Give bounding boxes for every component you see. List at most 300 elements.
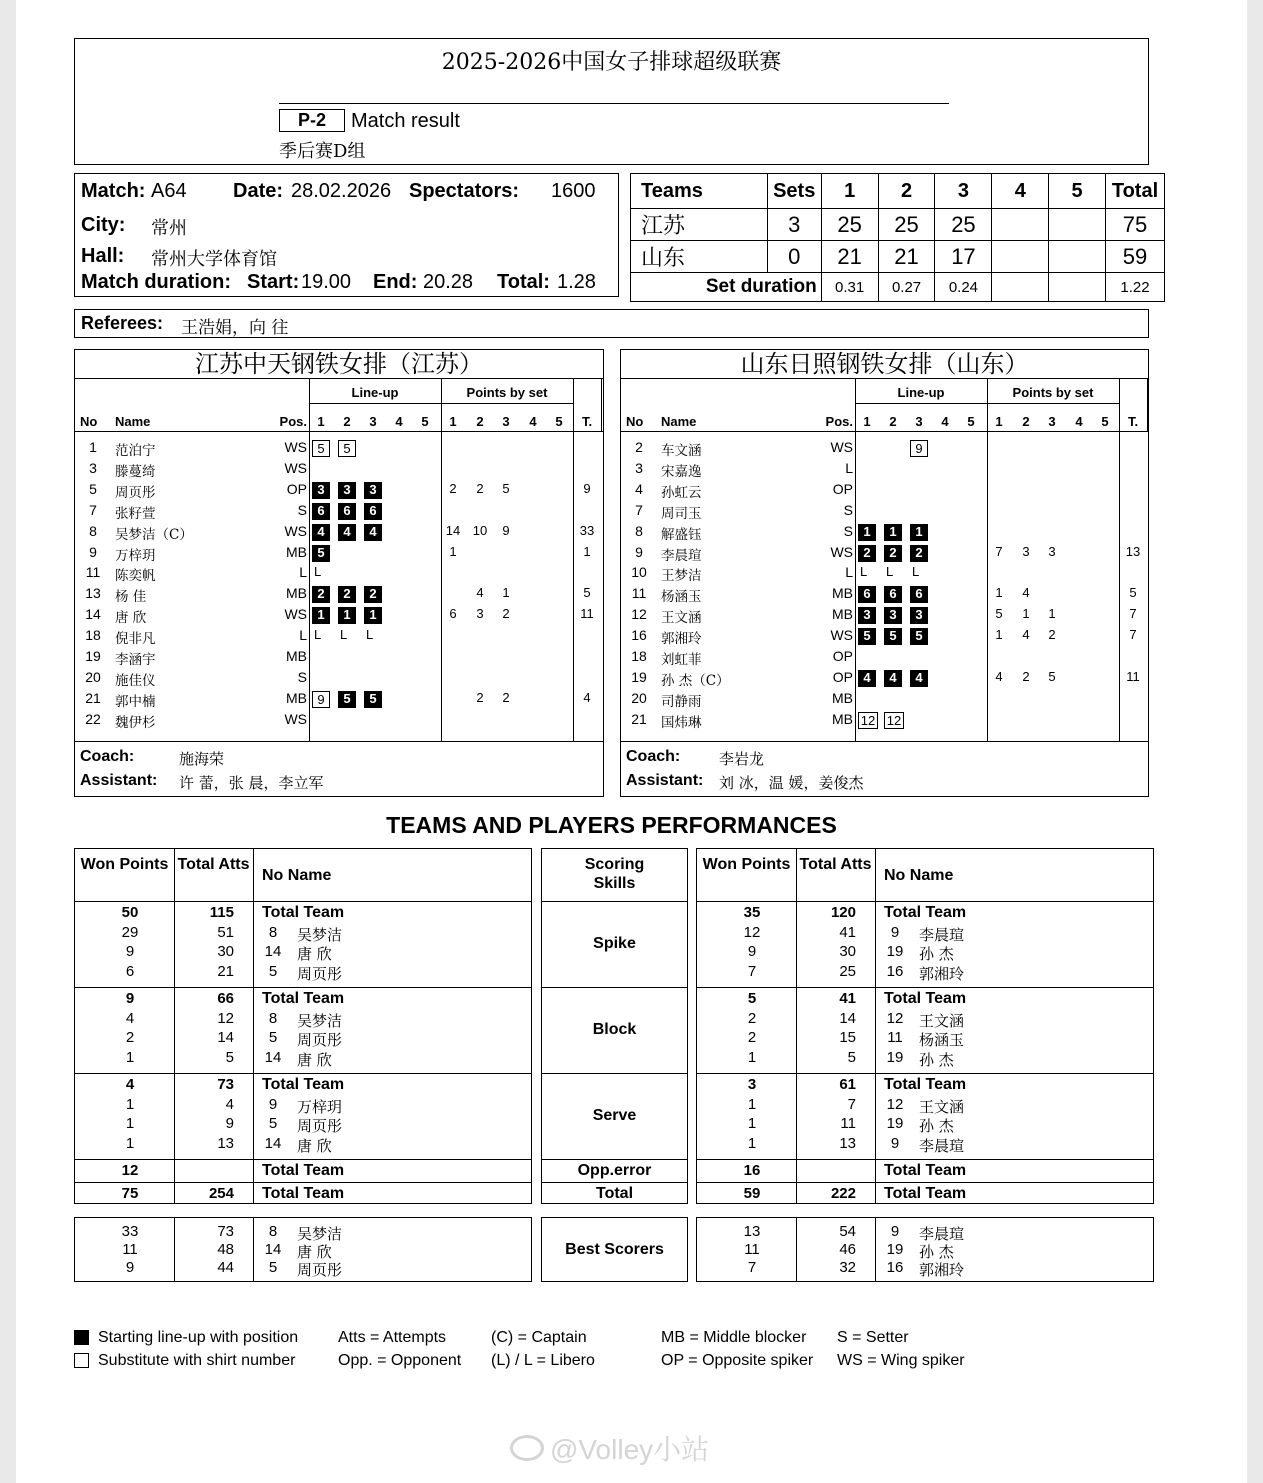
- player-number: 5: [268, 1115, 278, 1132]
- player-row: [621, 564, 1148, 584]
- points-set-cell: 2: [449, 480, 457, 496]
- empty-square-icon: [74, 1353, 89, 1368]
- skill-label: Serve: [592, 1107, 637, 1124]
- points-total-cell: 13: [1125, 543, 1141, 559]
- results-score-cell: 25: [935, 209, 992, 241]
- lineup-substitute-box: 12: [884, 712, 904, 729]
- spectators-value: 1600: [551, 180, 596, 202]
- lineup-starting-box: 4: [884, 670, 902, 687]
- player-name: 唐 欣: [297, 1050, 332, 1069]
- scoring-skills-column: [541, 848, 688, 1204]
- points-set-header: 4: [529, 414, 537, 429]
- won-points-cell: 75: [121, 1185, 139, 1202]
- results-header-cell: Total: [1106, 174, 1165, 209]
- score-sheet: [16, 0, 1247, 1483]
- player-number: 4: [635, 480, 643, 497]
- lineup-starting-box: 2: [338, 586, 356, 603]
- won-points-cell: 1: [125, 1048, 135, 1066]
- won-points-cell: 12: [743, 923, 761, 941]
- lineup-substitute-box: 12: [858, 712, 878, 729]
- skill-label: Spike: [593, 935, 636, 952]
- lineup-starting-box: 4: [312, 524, 330, 541]
- results-header-cell: 3: [935, 174, 992, 209]
- player-row: [75, 606, 603, 626]
- player-number: 12: [886, 1009, 904, 1027]
- row-divider: [75, 1182, 531, 1183]
- lineup-starting-box: 1: [858, 524, 876, 541]
- total-atts-cell: 13: [217, 1134, 234, 1152]
- lineup-substitute-box: 5: [338, 440, 356, 457]
- won-points-cell: 29: [121, 923, 139, 941]
- player-number: 7: [635, 501, 643, 518]
- lineup-substitute-box: 9: [910, 440, 928, 457]
- set-duration-row: [631, 273, 1165, 302]
- total-team-label: Total Team: [262, 904, 345, 921]
- total-atts-cell: 4: [225, 1095, 234, 1113]
- lineup-starting-box: 4: [858, 670, 876, 687]
- best-scorers-label: Best Scorers: [565, 1241, 664, 1258]
- results-header-cell: 4: [992, 174, 1049, 209]
- points-total-cell: 11: [1126, 668, 1140, 684]
- player-number: 11: [631, 585, 647, 602]
- lineup-starting-box: 2: [312, 586, 330, 603]
- player-position: L: [845, 564, 853, 581]
- player-number: 8: [635, 522, 643, 539]
- lineup-set-header: 3: [915, 414, 923, 429]
- won-points-cell: 50: [121, 904, 139, 921]
- lineup-starting-box: 5: [364, 691, 382, 708]
- player-number: 16: [886, 962, 904, 980]
- points-set-cell: 2: [1048, 627, 1056, 643]
- header-underline: [621, 431, 1148, 432]
- points-set-cell: 4: [1022, 585, 1030, 601]
- player-name: 陈奕帆: [115, 568, 156, 585]
- start-value: 19.00: [301, 271, 352, 293]
- player-name: 李晨瑄: [919, 1225, 965, 1243]
- results-team-row: [631, 209, 1165, 241]
- player-name: 范泊宁: [115, 443, 156, 459]
- name-header: Name: [661, 414, 697, 429]
- points-set-cell: 3: [1022, 543, 1030, 559]
- player-name: 孙 杰: [919, 1243, 954, 1261]
- won-points-cell: 33: [121, 1223, 139, 1240]
- total-atts-cell: 5: [847, 1048, 856, 1066]
- pos-header: Pos.: [279, 414, 307, 429]
- legend-s: S = Setter: [837, 1329, 909, 1346]
- points-set-header: 5: [555, 414, 563, 429]
- lineup-starting-box: 5: [884, 628, 902, 645]
- player-number: 9: [635, 543, 643, 560]
- player-name: 吴梦洁: [297, 925, 343, 944]
- player-row: [621, 544, 1148, 564]
- results-score-cell: [992, 241, 1049, 273]
- results-team-name: 山东: [631, 241, 768, 273]
- player-name: 唐 欣: [297, 945, 332, 963]
- team-title: 山东日照钢铁女排（山东）: [621, 350, 1148, 379]
- lineup-libero: L: [314, 564, 322, 580]
- player-row: [75, 711, 603, 731]
- player-number: 16: [886, 1259, 904, 1276]
- player-number: 19: [886, 943, 904, 960]
- player-number: 20: [85, 668, 101, 685]
- total-team-label: Total Team: [262, 990, 345, 1007]
- player-position: S: [297, 668, 307, 685]
- player-name: 施佳仪: [115, 672, 156, 689]
- player-position: L: [299, 627, 307, 644]
- player-number: 12: [631, 606, 647, 623]
- points-set-cell: 9: [502, 522, 510, 538]
- header-box: [74, 38, 1149, 165]
- results-score-cell: 21: [878, 241, 935, 273]
- player-number: 19: [886, 1241, 904, 1258]
- player-row: [621, 481, 1148, 501]
- assistant-label: Assistant:: [626, 772, 704, 789]
- points-set-header: 5: [1101, 414, 1109, 429]
- player-position: L: [845, 459, 853, 476]
- player-name: 车文涵: [661, 443, 702, 459]
- points-set-cell: 4: [1022, 627, 1030, 643]
- player-row: [75, 481, 603, 501]
- home-best-scorers: [74, 1217, 532, 1282]
- player-name: 孙 杰: [919, 1050, 954, 1069]
- points-set-cell: 5: [1048, 668, 1056, 684]
- legend-ws: WS = Wing spiker: [837, 1352, 965, 1369]
- lineup-starting-box: 3: [312, 482, 330, 499]
- player-row: [621, 669, 1148, 689]
- lineup-starting-box: 1: [312, 607, 330, 624]
- match-info-box: [74, 173, 619, 297]
- results-table: [630, 173, 1165, 302]
- player-number: 1: [89, 439, 97, 455]
- player-row: [621, 711, 1148, 731]
- points-set-cell: 10: [472, 522, 488, 538]
- best-scorers-label-box: [541, 1217, 688, 1282]
- legend-opp: Opp. = Opponent: [338, 1352, 462, 1369]
- won-points-cell: 2: [125, 1029, 135, 1046]
- player-name: 郭中楠: [115, 693, 156, 710]
- player-number: 13: [85, 585, 101, 602]
- player-row: [621, 606, 1148, 626]
- points-set-cell: 14: [445, 522, 461, 538]
- won-points-cell: 12: [121, 1162, 139, 1179]
- player-name: 周页彤: [297, 1261, 343, 1279]
- column-divider: [875, 1218, 876, 1281]
- phase-label: 季后赛D组: [279, 141, 366, 162]
- lineup-starting-box: 5: [858, 628, 876, 645]
- results-team-name: 江苏: [631, 209, 768, 241]
- player-row: [75, 585, 603, 605]
- player-name: 唐 欣: [297, 1243, 332, 1261]
- results-header-cell: 5: [1049, 174, 1106, 209]
- total-team-label: Total Team: [884, 1185, 967, 1202]
- team-roster-away: [620, 349, 1149, 797]
- player-name: 周司玉: [661, 505, 702, 522]
- player-name: 滕蔓绮: [115, 463, 156, 480]
- lineup-libero: L: [912, 564, 920, 580]
- player-number: 14: [85, 606, 101, 623]
- lineup-set-header: 2: [889, 414, 897, 429]
- lineup-set-header: 3: [369, 414, 377, 429]
- player-name: 张籽萱: [115, 505, 156, 522]
- row-divider: [697, 987, 1153, 988]
- legend-libero: (L) / L = Libero: [491, 1352, 595, 1369]
- won-points-header: Won Points: [80, 856, 169, 873]
- player-position: WS: [830, 439, 853, 455]
- results-header-cell: Teams: [631, 174, 768, 209]
- city-label: City:: [81, 214, 126, 236]
- player-name: 吴梦洁: [297, 1225, 343, 1243]
- points-total-cell: 9: [583, 480, 591, 496]
- assistant-names: 刘 冰，温 媛，姜俊杰: [719, 774, 864, 792]
- lineup-set-header: 1: [863, 414, 871, 429]
- won-points-cell: 11: [122, 1241, 138, 1258]
- watermark: [510, 1428, 709, 1468]
- player-number: 5: [268, 1259, 278, 1276]
- column-divider: [601, 379, 602, 431]
- player-position: WS: [830, 627, 853, 644]
- points-set-cell: 5: [502, 480, 510, 496]
- start-label: Start:: [247, 271, 300, 293]
- player-number: 5: [89, 480, 97, 497]
- player-position: OP: [832, 480, 853, 497]
- player-name: 唐 欣: [297, 1136, 332, 1155]
- player-name: 郭湘玲: [919, 964, 965, 983]
- points-total-cell: 33: [579, 522, 595, 538]
- total-team-label: Total Team: [884, 990, 967, 1007]
- won-points-cell: 1: [747, 1095, 757, 1113]
- player-name: 吴梦洁: [297, 1011, 343, 1030]
- player-number: 7: [89, 501, 97, 518]
- column-divider: [875, 849, 876, 1203]
- results-score-cell: 17: [935, 241, 992, 273]
- total-team-label: Total Team: [884, 1076, 967, 1093]
- total-duration-cell: 1.22: [1106, 273, 1165, 302]
- player-row: [621, 585, 1148, 605]
- points-set-header: 2: [476, 414, 484, 429]
- lineup-starting-box: 2: [364, 586, 382, 603]
- player-row: [621, 502, 1148, 522]
- total-atts-header: Total Atts: [177, 856, 250, 873]
- results-header-cell: 1: [821, 174, 878, 209]
- player-number: 11: [887, 1029, 903, 1046]
- player-number: 14: [264, 1134, 282, 1152]
- player-number: 9: [890, 923, 900, 941]
- points-set-cell: 4: [476, 585, 484, 601]
- lineup-libero: L: [314, 627, 322, 643]
- player-name: 杨涵玉: [919, 1031, 965, 1049]
- won-points-cell: 1: [125, 1115, 135, 1132]
- total-atts-cell: 7: [847, 1095, 856, 1113]
- player-position: WS: [284, 606, 307, 623]
- row-divider: [697, 901, 1153, 902]
- total-label: Total:: [497, 271, 550, 293]
- total-atts-cell: 54: [839, 1223, 856, 1240]
- points-set-cell: 5: [995, 606, 1003, 622]
- points-total-cell: 11: [580, 606, 594, 622]
- player-row: [621, 627, 1148, 647]
- player-row: [75, 502, 603, 522]
- player-name: 唐 欣: [115, 610, 147, 627]
- lineup-starting-box: 3: [910, 607, 928, 624]
- total-value: 1.28: [557, 271, 596, 293]
- player-position: S: [297, 501, 307, 518]
- lineup-starting-box: 6: [884, 586, 902, 603]
- team-roster-home: [74, 349, 604, 797]
- total-label: Total: [595, 1185, 634, 1202]
- player-number: 11: [85, 564, 101, 581]
- points-set-header: 2: [1022, 414, 1030, 429]
- total-atts-cell: 73: [217, 1223, 234, 1240]
- total-atts-cell: 48: [217, 1241, 234, 1258]
- player-number: 10: [631, 564, 647, 581]
- date-label: Date:: [233, 180, 284, 202]
- won-points-cell: 2: [747, 1009, 757, 1027]
- legend-atts: Atts = Attempts: [338, 1329, 447, 1346]
- results-score-cell: 25: [821, 209, 878, 241]
- player-number: 19: [886, 1048, 904, 1066]
- coach-name: 施海荣: [179, 750, 225, 768]
- player-name: 杨涵玉: [661, 589, 702, 606]
- lineup-starting-box: 3: [884, 607, 902, 624]
- total-atts-cell: 222: [830, 1185, 856, 1202]
- results-score-cell: [1049, 241, 1106, 273]
- coach-label: Coach:: [626, 748, 681, 765]
- player-number: 9: [890, 1134, 900, 1152]
- player-position: WS: [830, 543, 853, 560]
- player-row: [621, 460, 1148, 480]
- city-value: 常州: [151, 218, 187, 239]
- player-position: WS: [284, 459, 307, 476]
- total-atts-cell: 25: [839, 962, 856, 980]
- player-position: MB: [832, 606, 853, 623]
- points-total-cell: 5: [583, 585, 591, 601]
- performances-title: TEAMS AND PLAYERS PERFORMANCES: [386, 812, 837, 838]
- results-header-row: [631, 174, 1165, 209]
- referees-box: [74, 309, 1149, 338]
- points-by-set-header: Points by set: [1012, 385, 1094, 400]
- lineup-header: Line-up: [897, 385, 945, 400]
- set-duration-cell: [992, 273, 1049, 302]
- player-number: 8: [268, 1223, 278, 1240]
- player-row: [75, 627, 603, 647]
- points-set-header: 3: [1048, 414, 1056, 429]
- column-divider: [253, 849, 254, 1203]
- end-label: End:: [373, 271, 418, 293]
- total-team-label: Total Team: [262, 1076, 345, 1093]
- points-by-set-header: Points by set: [466, 385, 548, 400]
- player-number: 2: [635, 439, 643, 455]
- points-set-header: 1: [449, 414, 457, 429]
- hall-label: Hall:: [81, 245, 125, 267]
- player-number: 21: [631, 710, 647, 727]
- lineup-set-header: 4: [941, 414, 949, 429]
- weibo-logo-icon: [510, 1435, 544, 1461]
- player-row: [75, 669, 603, 689]
- column-divider: [253, 1218, 254, 1281]
- total-header: T.: [581, 414, 593, 429]
- player-number: 14: [264, 1241, 282, 1258]
- no-name-header: No Name: [262, 867, 332, 884]
- player-number: 20: [631, 689, 647, 706]
- lineup-starting-box: 4: [910, 670, 928, 687]
- lineup-set-header: 1: [317, 414, 325, 429]
- player-name: 司静雨: [661, 693, 702, 710]
- lineup-libero: L: [366, 627, 374, 643]
- points-set-cell: 7: [995, 543, 1003, 559]
- player-name: 刘虹菲: [661, 652, 702, 668]
- player-number: 5: [268, 962, 278, 980]
- player-number: 5: [268, 1029, 278, 1046]
- name-header: Name: [115, 414, 151, 429]
- legend-op: OP = Opposite spiker: [661, 1352, 814, 1369]
- player-position: MB: [286, 543, 307, 560]
- total-atts-cell: 41: [839, 923, 856, 941]
- player-row: [621, 648, 1148, 668]
- player-position: OP: [286, 480, 307, 497]
- points-set-cell: 2: [476, 480, 484, 496]
- points-set-cell: 1: [502, 585, 510, 601]
- points-total-cell: 7: [1129, 627, 1137, 643]
- player-name: 周页彤: [297, 964, 343, 983]
- won-points-cell: 1: [747, 1134, 757, 1152]
- player-number: 9: [890, 1223, 900, 1240]
- total-atts-cell: 30: [839, 943, 856, 960]
- doc-code: P-2: [279, 109, 345, 132]
- player-row: [621, 690, 1148, 710]
- row-divider: [75, 1073, 531, 1074]
- player-position: S: [843, 522, 853, 539]
- won-points-cell: 11: [744, 1241, 760, 1258]
- points-set-header: 4: [1075, 414, 1083, 429]
- points-set-cell: 1: [995, 627, 1003, 643]
- won-points-cell: 9: [747, 943, 757, 960]
- player-name: 周页彤: [297, 1117, 343, 1135]
- scoring-skills-header: Scoring Skills: [584, 856, 645, 892]
- coach-label: Coach:: [80, 748, 135, 765]
- row-divider: [542, 1182, 687, 1183]
- points-set-header: 1: [995, 414, 1003, 429]
- player-number: 8: [268, 923, 278, 941]
- total-atts-cell: 5: [225, 1048, 234, 1066]
- row-divider: [542, 987, 687, 988]
- results-score-cell: 0: [767, 241, 821, 273]
- header-underline: [75, 431, 603, 432]
- lineup-starting-box: 1: [364, 607, 382, 624]
- player-number: 12: [886, 1095, 904, 1113]
- player-name: 吴梦洁（C）: [115, 526, 193, 543]
- lineup-starting-box: 2: [884, 545, 902, 562]
- points-set-cell: 1: [1022, 606, 1030, 622]
- won-points-cell: 59: [743, 1185, 761, 1202]
- total-atts-cell: 120: [830, 904, 856, 921]
- lineup-starting-box: 2: [858, 545, 876, 562]
- total-team-label: Total Team: [262, 1185, 345, 1202]
- won-points-cell: 1: [125, 1134, 135, 1152]
- player-row: [75, 690, 603, 710]
- player-name: 王文涵: [661, 610, 702, 627]
- lineup-starting-box: 6: [364, 503, 382, 520]
- row-divider: [697, 1182, 1153, 1183]
- row-divider: [75, 1159, 531, 1160]
- points-set-cell: 2: [1022, 668, 1030, 684]
- won-points-cell: 7: [747, 1259, 757, 1276]
- row-divider: [542, 1159, 687, 1160]
- player-row: [75, 523, 603, 543]
- player-row: [621, 523, 1148, 543]
- away-performance-table: [696, 848, 1154, 1204]
- lineup-starting-box: 4: [364, 524, 382, 541]
- referees-names: 王浩娟，向 往: [181, 318, 289, 338]
